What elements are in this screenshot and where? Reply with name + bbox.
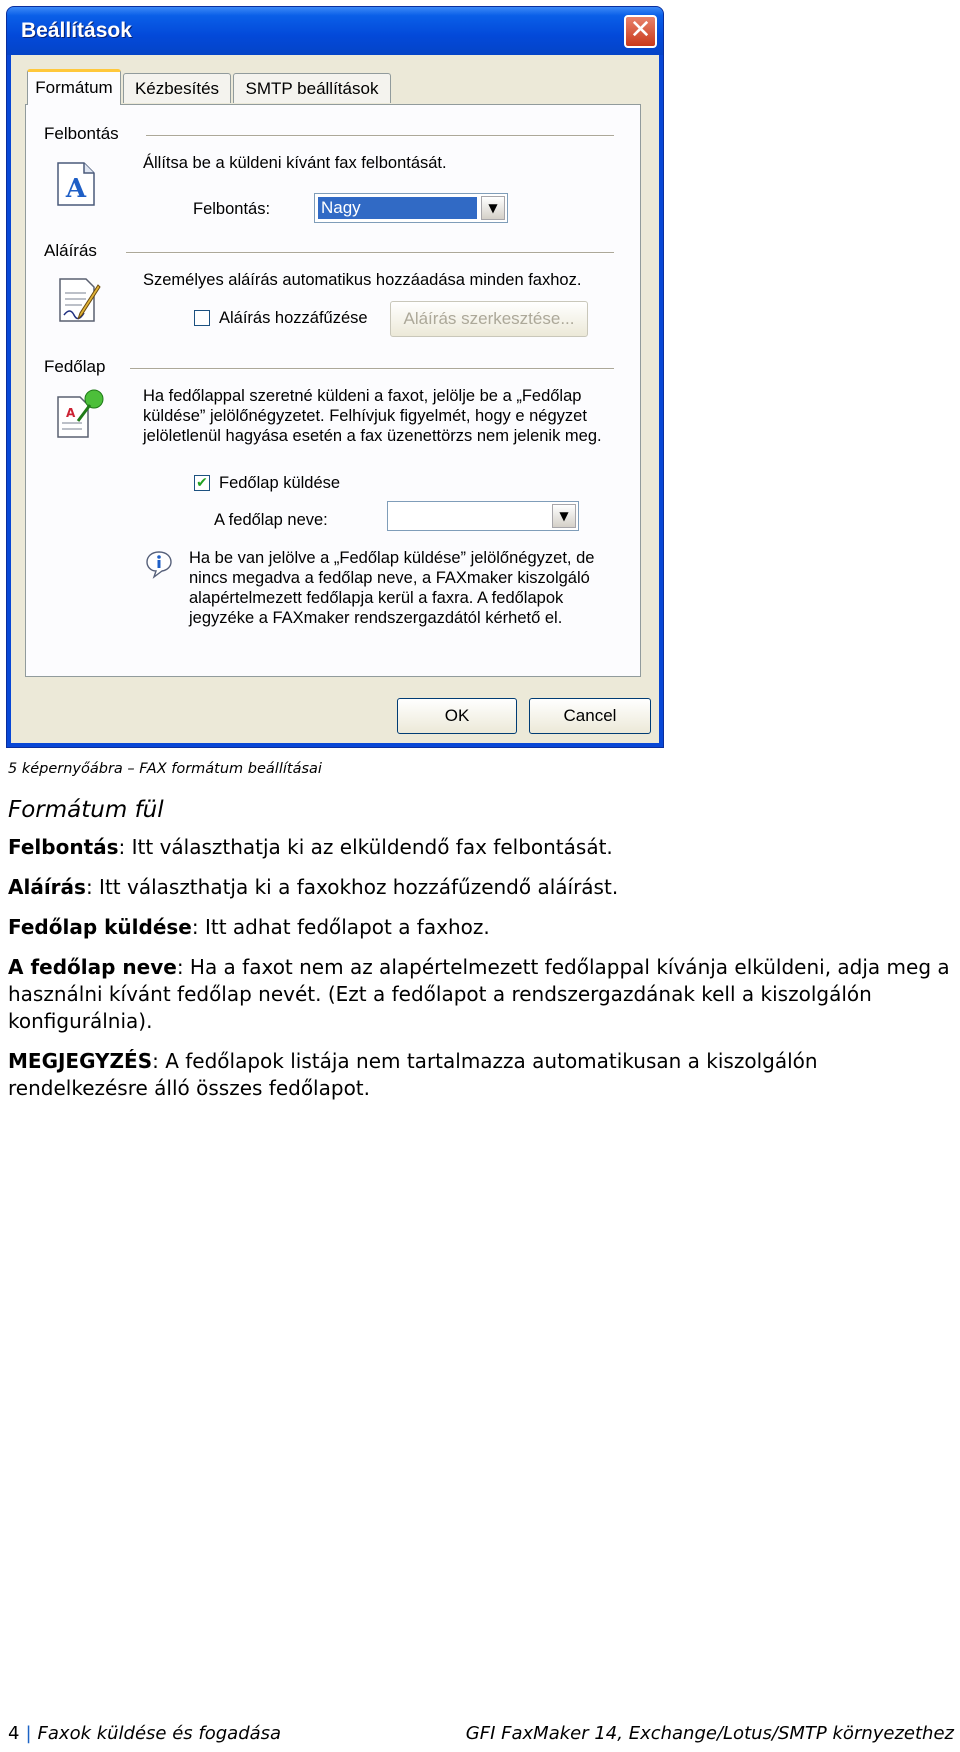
ok-button[interactable]: OK	[397, 698, 517, 734]
resolution-select[interactable]	[314, 193, 508, 223]
title-bar[interactable]	[7, 7, 663, 55]
paragraph-megjegyzes	[8, 1048, 953, 1102]
cover-name-label: A fedőlap neve:	[214, 511, 328, 529]
info-line-2: nincs megadva a fedőlap neve, a FAXmaker kiszolgáló	[189, 569, 590, 587]
footer-left	[8, 1723, 281, 1744]
info-line-4: jegyzéke a FAXmaker rendszergazdától kérhető el.	[189, 609, 563, 627]
document-letter-a-icon	[56, 161, 96, 207]
tab-formatum[interactable]: Formátum	[27, 69, 121, 105]
tab-panel-formatum	[25, 104, 641, 677]
section-heading: Formátum fül	[8, 797, 164, 823]
resolution-field-label: Felbontás:	[193, 200, 271, 218]
cover-description-line-3: jelöletlenül hagyása esetén a fax üzenettörzs nem jelenik meg.	[143, 427, 602, 445]
signature-checkbox[interactable]	[194, 310, 210, 326]
signature-description: Személyes aláírás automatikus hozzáadása minden faxhoz.	[143, 271, 582, 289]
info-balloon-icon	[144, 549, 174, 579]
close-button[interactable]	[624, 15, 657, 48]
svg-text:A: A	[66, 406, 76, 420]
tab-smtp-beallitasok[interactable]: SMTP beállítások	[233, 73, 391, 103]
dialog-client	[11, 55, 659, 743]
cover-name-select[interactable]	[387, 501, 579, 531]
cancel-button[interactable]: Cancel	[529, 698, 651, 734]
paragraph-felbontas	[8, 834, 953, 861]
section-divider	[130, 368, 614, 370]
svg-text:A: A	[65, 174, 87, 204]
signature-pen-icon	[58, 275, 104, 325]
term-fedolap-neve: A fedőlap neve	[8, 955, 177, 979]
term-fedolap-kuldese: Fedőlap küldése	[8, 915, 192, 939]
text-megjegyzes: : A fedőlapok listája nem tartalmazza automatikusan a kiszolgálón rendelkezésre álló összes fedőlapot.	[8, 1049, 818, 1100]
section-label-fedolap: Fedőlap	[44, 357, 106, 376]
edit-signature-button[interactable]: Aláírás szerkesztése...	[390, 301, 588, 337]
footer-product: GFI FaxMaker 14, Exchange/Lotus/SMTP környezethez	[465, 1723, 954, 1744]
term-alairas: Aláírás	[8, 875, 86, 899]
cover-description-line-1: Ha fedőlappal szeretné küldeni a faxot, jelölje be a „Fedőlap	[143, 387, 582, 405]
cover-name-value	[391, 505, 548, 527]
chevron-down-icon[interactable]: ▼	[552, 504, 576, 528]
settings-dialog	[6, 6, 664, 748]
figure-caption: 5 képernyőábra – FAX formátum beállításai	[8, 761, 322, 777]
cover-description-line-2: küldése” jelölőnégyzetet. Felhívjuk figyelmét, hogy e négyzet	[143, 407, 587, 425]
cover-checkbox-label[interactable]: Fedőlap küldése	[219, 474, 341, 492]
term-felbontas: Felbontás	[8, 835, 119, 859]
term-megjegyzes: MEGJEGYZÉS	[8, 1049, 153, 1073]
section-label-felbontas: Felbontás	[44, 124, 119, 143]
text-fedolap-kuldese: : Itt adhat fedőlapot a faxhoz.	[191, 915, 490, 939]
section-label-alairas: Aláírás	[44, 241, 97, 260]
cover-page-pushpin-icon	[56, 387, 108, 439]
page-number: 4	[8, 1723, 20, 1744]
dialog-title: Beállítások	[21, 19, 132, 42]
signature-checkbox-label[interactable]: Aláírás hozzáfűzése	[219, 309, 368, 327]
text-alairas: : Itt választhatja ki a faxokhoz hozzáfűzendő aláírást.	[85, 875, 619, 899]
info-line-1: Ha be van jelölve a „Fedőlap küldése” jelölőnégyzet, de	[189, 549, 595, 567]
close-icon: ✕	[629, 15, 652, 45]
paragraph-fedolap-neve	[8, 954, 953, 1035]
paragraph-fedolap-kuldese	[8, 914, 953, 941]
info-line-3: alapértelmezett fedőlapja kerül a faxra. A fedőlapok	[189, 589, 564, 607]
section-divider	[146, 135, 614, 137]
text-fedolap-neve: : Ha a faxot nem az alapértelmezett fedőlappal kívánja elküldeni, adja meg a használni kívánt fedőlap nevét. (Ezt a fedőlapot a rendszergazdának kell a kiszolgálón konfigurálnia).	[8, 955, 950, 1033]
footer-separator: |	[25, 1723, 32, 1744]
tab-kezbesites[interactable]: Kézbesítés	[123, 73, 231, 103]
text-felbontas: : Itt választhatja ki az elküldendő fax felbontását.	[118, 835, 613, 859]
resolution-selected-value: Nagy	[318, 197, 477, 219]
chapter-title: Faxok küldése és fogadása	[37, 1723, 282, 1744]
chevron-down-icon[interactable]: ▼	[481, 196, 505, 220]
resolution-description: Állítsa be a küldeni kívánt fax felbontását.	[143, 154, 447, 172]
section-divider	[126, 252, 614, 254]
paragraph-alairas	[8, 874, 953, 901]
cover-checkbox[interactable]: ✔	[194, 475, 210, 491]
